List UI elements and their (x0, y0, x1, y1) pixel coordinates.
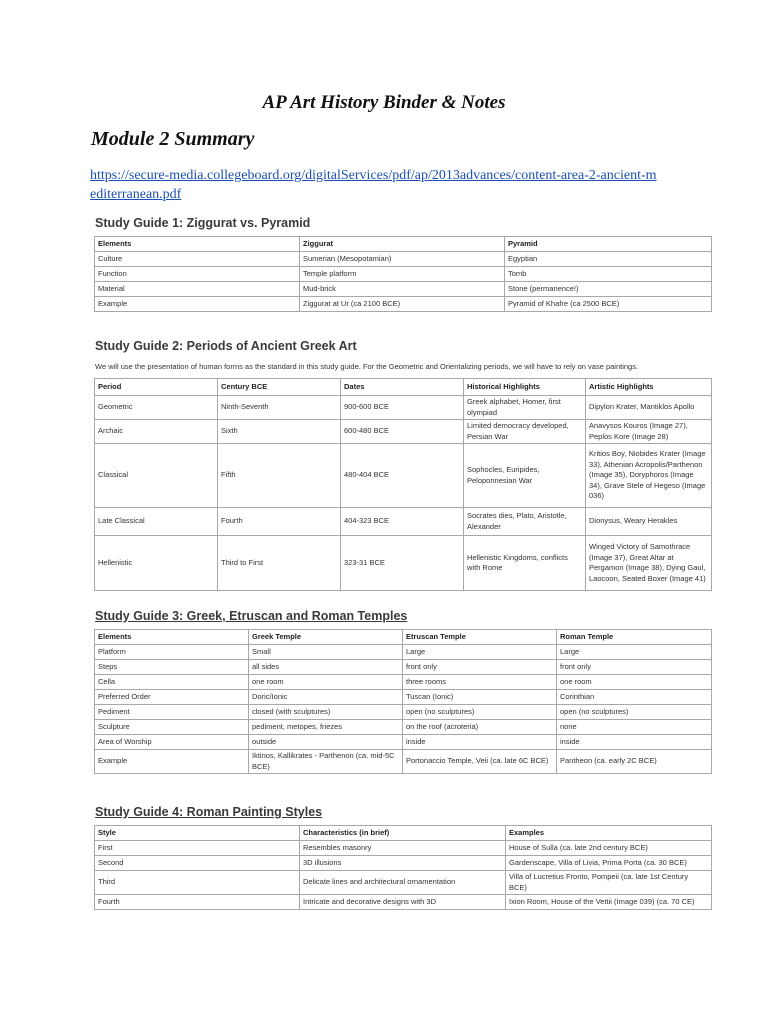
table-cell: Hellenistic (95, 536, 218, 591)
column-header: Ziggurat (300, 237, 505, 252)
table-cell: Corinthian (557, 690, 712, 705)
column-header: Style (95, 826, 300, 841)
table-row (95, 675, 712, 690)
column-header: Elements (95, 630, 249, 645)
table-row (95, 297, 712, 312)
table-cell: Villa of Lucretius Fronto, Pompeii (ca. late 1st Century BCE) (506, 871, 712, 895)
table-cell: Second (95, 856, 300, 871)
column-header: Pyramid (505, 237, 712, 252)
table-header-row (95, 237, 712, 252)
table-cell: Preferred Order (95, 690, 249, 705)
table-cell: 480-404 BCE (341, 444, 464, 508)
roman-painting-table (94, 825, 712, 910)
table-row (95, 282, 712, 297)
study-guide-2-title: Study Guide 2: Periods of Ancient Greek Art (95, 339, 357, 353)
table-cell: Anavysos Kouros (Image 27), Peplos Kore (Image 28) (586, 420, 712, 444)
table-row (95, 536, 712, 591)
study-guide-2-intro: We will use the presentation of human forms as the standard in this study guide. For the Geometric and Orientalizing periods, we will have to rely on vase paintings. (95, 362, 639, 371)
table-cell: Third to First (218, 536, 341, 591)
table-cell: House of Sulla (ca. late 2nd century BCE) (506, 841, 712, 856)
table-cell: 404-323 BCE (341, 508, 464, 536)
table-cell: Sixth (218, 420, 341, 444)
table-cell: Large (557, 645, 712, 660)
table-cell: outside (249, 735, 403, 750)
table-cell: Sumerian (Mesopotamian) (300, 252, 505, 267)
table-row (95, 396, 712, 420)
document-title: AP Art History Binder & Notes (262, 92, 506, 113)
table-cell: Dionysus, Weary Herakles (586, 508, 712, 536)
table-cell: Intricate and decorative designs with 3D (300, 895, 506, 910)
table-cell: Steps (95, 660, 249, 675)
table-cell: Sophocles, Euripides, Peloponnesian War (464, 444, 586, 508)
table-cell: inside (403, 735, 557, 750)
column-header: Examples (506, 826, 712, 841)
table-body (95, 237, 712, 312)
table-row (95, 252, 712, 267)
table-cell: one room (557, 675, 712, 690)
table-header-row (95, 379, 712, 396)
table-cell: Small (249, 645, 403, 660)
table-row (95, 444, 712, 508)
column-header: Roman Temple (557, 630, 712, 645)
table-row (95, 735, 712, 750)
table-cell: Fifth (218, 444, 341, 508)
table-row (95, 895, 712, 910)
table-header-row (95, 630, 712, 645)
table-cell: Third (95, 871, 300, 895)
table-cell: Resembles masonry (300, 841, 506, 856)
table-row (95, 750, 712, 774)
table-row (95, 690, 712, 705)
table-row (95, 856, 712, 871)
table-cell: open (no sculptures) (403, 705, 557, 720)
table-cell: Delicate lines and architectural ornamentation (300, 871, 506, 895)
table-cell: Tuscan (Ionic) (403, 690, 557, 705)
table-cell: Function (95, 267, 300, 282)
table-cell: Geometric (95, 396, 218, 420)
greek-periods-table (94, 378, 712, 591)
table-cell: Hellenistic Kingdoms, conflicts with Rome (464, 536, 586, 591)
table-cell: Pantheon (ca. early 2C BCE) (557, 750, 712, 774)
table-row (95, 645, 712, 660)
table-row (95, 420, 712, 444)
column-header: Etruscan Temple (403, 630, 557, 645)
table-cell: Portonaccio Temple, Veii (ca. late 6C BCE) (403, 750, 557, 774)
table-cell: inside (557, 735, 712, 750)
table-header-row (95, 826, 712, 841)
table-cell: Iktinos, Kallikrates - Parthenon (ca. mid-5C BCE) (249, 750, 403, 774)
study-guide-1-title: Study Guide 1: Ziggurat vs. Pyramid (95, 216, 311, 230)
table-cell: Example (95, 750, 249, 774)
table-row (95, 841, 712, 856)
study-guide-4-title: Study Guide 4: Roman Painting Styles (95, 805, 323, 819)
table-row (95, 720, 712, 735)
study-guide-3-title: Study Guide 3: Greek, Etruscan and Roman Temples (95, 609, 408, 623)
table-cell: Cella (95, 675, 249, 690)
table-cell: Tomb (505, 267, 712, 282)
table-row (95, 267, 712, 282)
temples-table (94, 629, 712, 774)
table-cell: Pediment (95, 705, 249, 720)
table-cell: Sculpture (95, 720, 249, 735)
column-header: Historical Highlights (464, 379, 586, 396)
table-cell: one room (249, 675, 403, 690)
table-cell: Ziggurat at Ur (ca 2100 BCE) (300, 297, 505, 312)
table-row (95, 705, 712, 720)
table-body (95, 379, 712, 591)
table-row (95, 871, 712, 895)
column-header: Elements (95, 237, 300, 252)
table-cell: front only (403, 660, 557, 675)
table-cell: Ixion Room, House of the Vettii (Image 039) (ca. 70 CE) (506, 895, 712, 910)
source-link[interactable]: https://secure-media.collegeboard.org/digitalServices/pdf/ap/2013advances/content-area-2-ancient-mediterranean.pdf (90, 168, 657, 202)
column-header: Century BCE (218, 379, 341, 396)
column-header: Characteristics (in brief) (300, 826, 506, 841)
table-cell: 600-480 BCE (341, 420, 464, 444)
module-title: Module 2 Summary (91, 128, 255, 150)
table-cell: Large (403, 645, 557, 660)
table-cell: Platform (95, 645, 249, 660)
table-cell: 900-600 BCE (341, 396, 464, 420)
table-cell: Fourth (218, 508, 341, 536)
table-cell: Socrates dies, Plato, Aristotle, Alexander (464, 508, 586, 536)
column-header: Period (95, 379, 218, 396)
table-cell: Area of Worship (95, 735, 249, 750)
table-cell: Limited democracy developed, Persian War (464, 420, 586, 444)
table-cell: Example (95, 297, 300, 312)
column-header: Dates (341, 379, 464, 396)
table-cell: on the roof (acroteria) (403, 720, 557, 735)
table-cell: pediment, metopes, friezes (249, 720, 403, 735)
table-cell: none (557, 720, 712, 735)
table-cell: front only (557, 660, 712, 675)
table-cell: Mud-brick (300, 282, 505, 297)
table-cell: Dipylon Krater, Mantiklos Apollo (586, 396, 712, 420)
table-cell: Ninth-Seventh (218, 396, 341, 420)
table-body (95, 630, 712, 774)
table-cell: Stone (permanence!) (505, 282, 712, 297)
table-cell: Greek alphabet, Homer, first olympiad (464, 396, 586, 420)
table-cell: open (no sculptures) (557, 705, 712, 720)
table-cell: all sides (249, 660, 403, 675)
table-cell: Winged Victory of Samothrace (Image 37), Great Altar at Pergamon (Image 38), Dying Gaul, Laocoon, Seated Boxer (Image 41) (586, 536, 712, 591)
table-cell: Pyramid of Khafre (ca 2500 BCE) (505, 297, 712, 312)
table-cell: Doric/Ionic (249, 690, 403, 705)
table-cell: closed (with sculptures) (249, 705, 403, 720)
table-body (95, 826, 712, 910)
table-cell: Gardenscape, Villa of Livia, Prima Porta (ca. 30 BCE) (506, 856, 712, 871)
table-cell: First (95, 841, 300, 856)
table-cell: three rooms (403, 675, 557, 690)
table-cell: 323-31 BCE (341, 536, 464, 591)
column-header: Artistic Highlights (586, 379, 712, 396)
table-cell: Fourth (95, 895, 300, 910)
table-cell: Kritios Boy, Niobides Krater (Image 33), Athenian Acropolis/Parthenon (Image 35), Doryphoros (Image 34), Grave Stele of Hegeso (Image 036) (586, 444, 712, 508)
table-cell: Archaic (95, 420, 218, 444)
table-cell: Material (95, 282, 300, 297)
table-cell: 3D illusions (300, 856, 506, 871)
ziggurat-pyramid-table (94, 236, 712, 312)
table-cell: Temple platform (300, 267, 505, 282)
table-cell: Classical (95, 444, 218, 508)
table-cell: Culture (95, 252, 300, 267)
table-row (95, 660, 712, 675)
table-row (95, 508, 712, 536)
table-cell: Late Classical (95, 508, 218, 536)
table-cell: Egyptian (505, 252, 712, 267)
column-header: Greek Temple (249, 630, 403, 645)
